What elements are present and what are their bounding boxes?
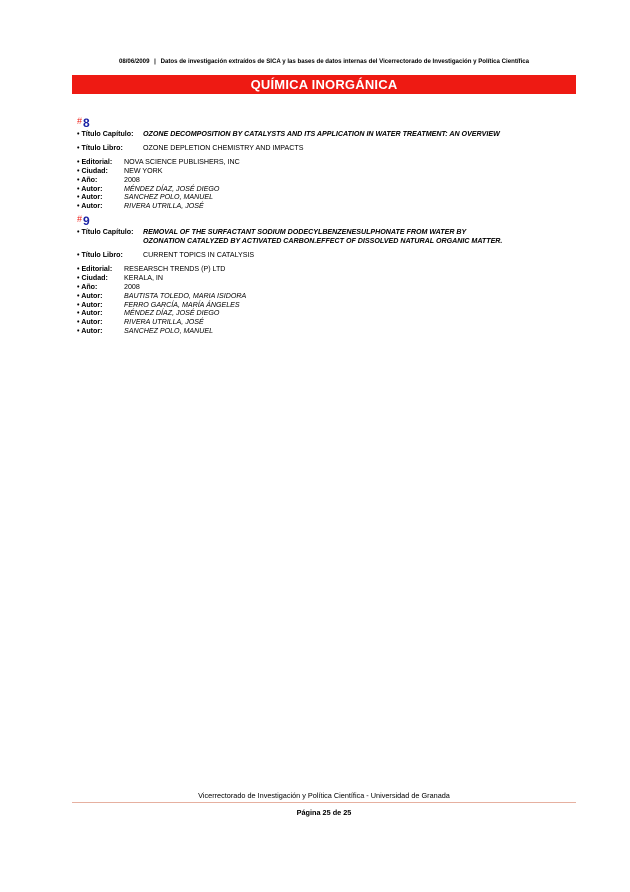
capitulo-row: [77, 130, 577, 139]
footer-page-number: Página 25 de 25: [296, 808, 352, 817]
ciudad-row: [77, 167, 577, 176]
autor-label: • Autor:: [77, 184, 103, 193]
record-number-value: 8: [83, 116, 90, 130]
autor-label: • Autor:: [77, 291, 103, 300]
ciudad-label: • Ciudad:: [77, 273, 108, 282]
autor-label: • Autor:: [77, 318, 103, 327]
record-number: [77, 212, 577, 226]
autor-value: RIVERA UTRILLA, JOSÉ: [124, 318, 204, 327]
libro-label: • Título Libro:: [77, 143, 123, 152]
libro-row: [77, 251, 577, 260]
libro-row: [77, 144, 577, 153]
autor-value: SANCHEZ POLO, MANUEL: [124, 327, 214, 336]
ciudad-value: NEW YORK: [124, 166, 163, 175]
ciudad-value: KERALA, IN: [124, 273, 164, 282]
section-title: QUÍMICA INORGÁNICA: [250, 77, 398, 92]
libro-label: • Título Libro:: [77, 251, 123, 259]
autor-label: • Autor:: [77, 327, 103, 336]
autor-row: [77, 327, 577, 336]
autor-row: [77, 292, 577, 301]
record-8: [77, 114, 577, 211]
autor-label: • Autor:: [77, 202, 103, 211]
autor-row: [77, 309, 577, 318]
anio-label: • Año:: [77, 175, 98, 184]
autor-value: BAUTISTA TOLEDO, MARIA ISIDORA: [124, 291, 247, 300]
page-header: [72, 58, 576, 65]
autor-value: SANCHEZ POLO, MANUEL: [124, 193, 214, 202]
anio-value: 2008: [124, 175, 140, 184]
record-number: [77, 114, 577, 128]
editorial-value: RESEARSCH TRENDS (P) LTD: [124, 264, 226, 273]
record-number-value: 9: [83, 214, 90, 228]
editorial-value: NOVA SCIENCE PUBLISHERS, INC: [124, 157, 240, 166]
autor-label: • Autor:: [77, 309, 103, 318]
capitulo-row: [77, 228, 577, 246]
capitulo-label: • Título Capítulo:: [77, 130, 134, 138]
capitulo-value: OZONE DECOMPOSITION BY CATALYSTS AND ITS APPLICATION IN WATER TREATMENT: AN OVERVIEW: [143, 130, 500, 138]
autor-value: MÉNDEZ DÍAZ, JOSÉ DIEGO: [124, 184, 220, 193]
libro-value: OZONE DEPLETION CHEMISTRY AND IMPACTS: [143, 143, 304, 152]
autor-label: • Autor:: [77, 193, 103, 202]
capitulo-value-line1: REMOVAL OF THE SURFACTANT SODIUM DODECYLBENZENESULPHONATE FROM WATER BY: [143, 228, 467, 236]
footer-institution: Vicerrectorado de Investigación y Política Científica - Universidad de Granada: [198, 791, 450, 800]
autor-value: FERRO GARCÍA, MARÍA ÁNGELES: [124, 300, 240, 309]
editorial-label: • Editorial:: [77, 157, 113, 166]
header-text: Datos de investigación extraídos de SICA y las bases de datos internas del Vicerrectorado de Investigación y Política Científica: [160, 58, 530, 65]
header-date: 08/06/2009: [118, 58, 150, 65]
autor-label: • Autor:: [77, 300, 103, 309]
editorial-row: [77, 158, 577, 167]
section-title-bar: [72, 75, 576, 94]
hash-mark: #: [77, 214, 83, 224]
anio-label: • Año:: [77, 282, 98, 291]
autor-value: MÉNDEZ DÍAZ, JOSÉ DIEGO: [124, 309, 220, 318]
capitulo-value-line2: OZONATION CATALYZED BY ACTIVATED CARBON.EFFECT OF DISSOLVED NATURAL ORGANIC MATTER.: [143, 237, 503, 245]
autor-value: RIVERA UTRILLA, JOSÉ: [124, 202, 204, 211]
anio-value: 2008: [124, 282, 140, 291]
footer-divider: [72, 802, 576, 803]
record-9: [77, 212, 577, 336]
autor-row: [77, 318, 577, 327]
capitulo-label: • Título Capítulo:: [77, 228, 134, 236]
libro-value: CURRENT TOPICS IN CATALYSIS: [143, 251, 255, 259]
autor-row: [77, 185, 577, 194]
hash-mark: #: [77, 116, 83, 126]
anio-row: [77, 283, 577, 292]
anio-row: [77, 176, 577, 185]
ciudad-label: • Ciudad:: [77, 166, 108, 175]
editorial-label: • Editorial:: [77, 264, 113, 273]
autor-row: [77, 202, 577, 211]
autor-row: [77, 193, 577, 202]
editorial-row: [77, 265, 577, 274]
ciudad-row: [77, 274, 577, 283]
header-separator: |: [154, 58, 156, 65]
